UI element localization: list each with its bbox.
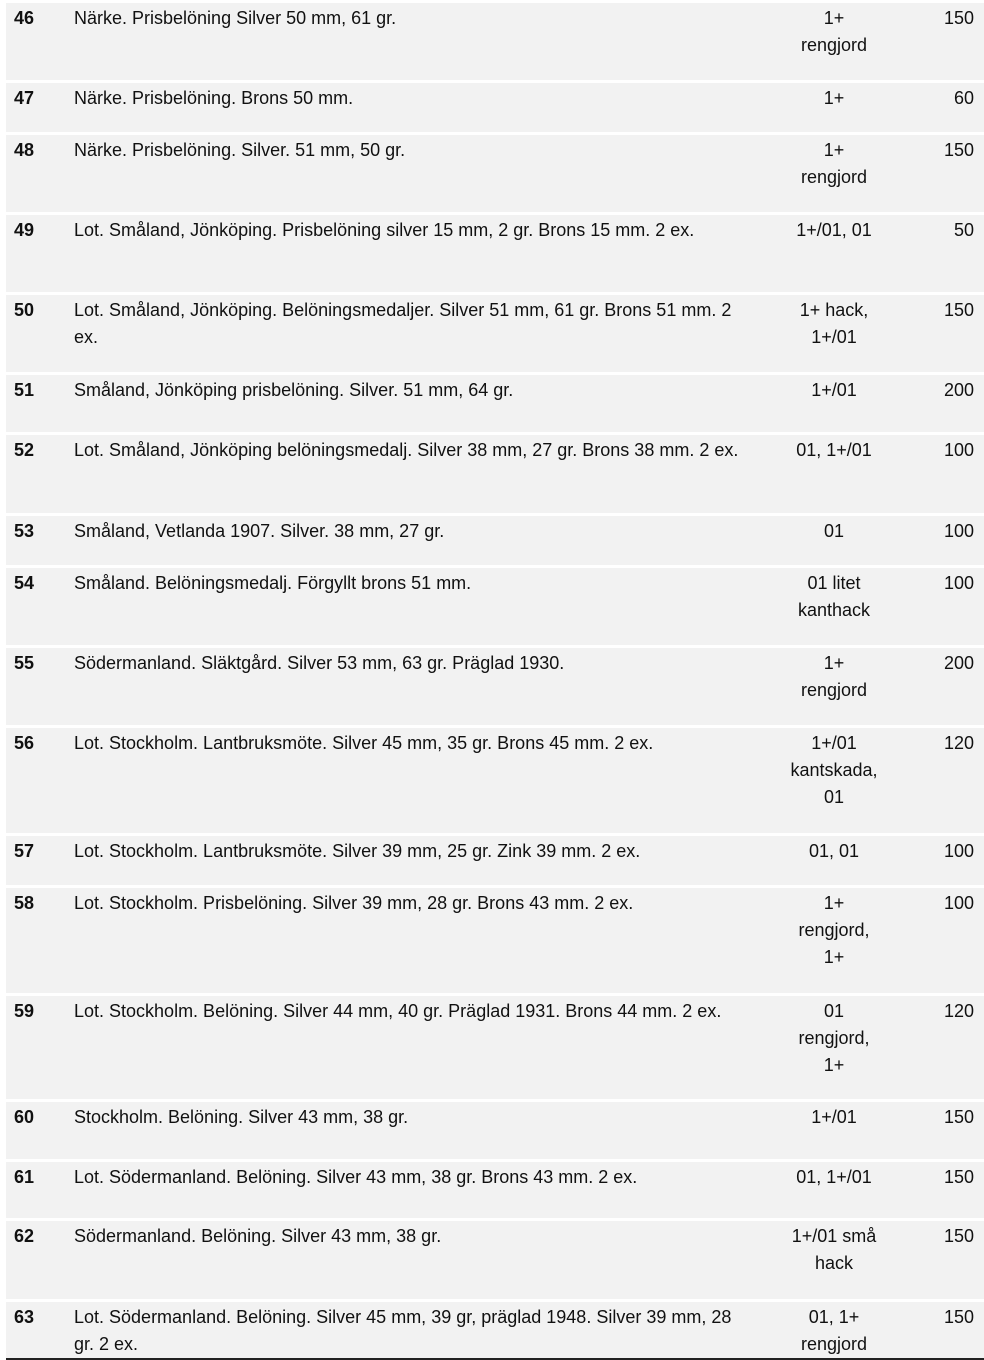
lot-price: 120: [909, 995, 984, 1101]
lot-price: 200: [909, 374, 984, 434]
lot-price: 50: [909, 214, 984, 294]
lot-description: Lot. Stockholm. Lantbruksmöte. Silver 39 mm, 25 gr. Zink 39 mm. 2 ex.: [74, 835, 759, 887]
lot-description: Lot. Stockholm. Prisbelöning. Silver 39 mm, 28 gr. Brons 43 mm. 2 ex.: [74, 887, 759, 995]
lot-condition: 1+ rengjord: [759, 647, 909, 727]
lot-number: 60: [6, 1101, 74, 1161]
lot-condition: 1+/01, 01: [759, 214, 909, 294]
lot-number: 52: [6, 434, 74, 515]
lot-number: 48: [6, 134, 74, 214]
lot-price: 150: [909, 1220, 984, 1301]
lot-number: 63: [6, 1301, 74, 1360]
lot-number: 47: [6, 82, 74, 134]
lot-number: 57: [6, 835, 74, 887]
lot-number: 49: [6, 214, 74, 294]
lot-condition: 1+/01 små hack: [759, 1220, 909, 1301]
lot-price: 150: [909, 1161, 984, 1220]
lot-row: [6, 1301, 984, 1360]
lot-price: 150: [909, 294, 984, 374]
lot-row: [6, 374, 984, 434]
lot-row: [6, 727, 984, 835]
lot-description: Södermanland. Belöning. Silver 43 mm, 38 gr.: [74, 1220, 759, 1301]
lot-price: 100: [909, 515, 984, 567]
lot-table-body: [6, 2, 984, 1360]
lot-number: 55: [6, 647, 74, 727]
lot-condition: 1+ rengjord: [759, 2, 909, 82]
lot-description: Närke. Prisbelöning. Brons 50 mm.: [74, 82, 759, 134]
lot-condition: 01, 1+/01: [759, 1161, 909, 1220]
lot-price: 120: [909, 727, 984, 835]
lot-row: [6, 995, 984, 1101]
lot-description: Småland. Belöningsmedalj. Förgyllt brons 51 mm.: [74, 567, 759, 647]
lot-row: [6, 434, 984, 515]
lot-condition: 1+ rengjord: [759, 134, 909, 214]
lot-price: 150: [909, 2, 984, 82]
lot-row: [6, 835, 984, 887]
lot-row: [6, 1220, 984, 1301]
lot-price: 150: [909, 1101, 984, 1161]
lot-description: Närke. Prisbelöning Silver 50 mm, 61 gr.: [74, 2, 759, 82]
lot-row: [6, 2, 984, 82]
lot-description: Lot. Stockholm. Belöning. Silver 44 mm, 40 gr. Präglad 1931. Brons 44 mm. 2 ex.: [74, 995, 759, 1101]
lot-description: Lot. Södermanland. Belöning. Silver 45 mm, 39 gr, präglad 1948. Silver 39 mm, 28 gr. 2 ex.: [74, 1301, 759, 1360]
lot-price: 150: [909, 134, 984, 214]
lot-condition: 01, 1+/01: [759, 434, 909, 515]
lot-condition: 01 litet kanthack: [759, 567, 909, 647]
lot-row: [6, 82, 984, 134]
lot-description: Småland, Vetlanda 1907. Silver. 38 mm, 27 gr.: [74, 515, 759, 567]
lot-condition: 1+/01 kantskada, 01: [759, 727, 909, 835]
lot-row: [6, 887, 984, 995]
lot-condition: 1+/01: [759, 374, 909, 434]
lot-price: 100: [909, 835, 984, 887]
lot-row: [6, 134, 984, 214]
lot-description: Lot. Småland, Jönköping. Prisbelöning silver 15 mm, 2 gr. Brons 15 mm. 2 ex.: [74, 214, 759, 294]
lot-table: [6, 0, 984, 1360]
lot-price: 60: [909, 82, 984, 134]
lot-description: Stockholm. Belöning. Silver 43 mm, 38 gr.: [74, 1101, 759, 1161]
lot-description: Lot. Småland, Jönköping belöningsmedalj. Silver 38 mm, 27 gr. Brons 38 mm. 2 ex.: [74, 434, 759, 515]
lot-number: 50: [6, 294, 74, 374]
lot-number: 51: [6, 374, 74, 434]
lot-condition: 1+ hack, 1+/01: [759, 294, 909, 374]
lot-price: 100: [909, 434, 984, 515]
lot-condition: 01, 1+ rengjord: [759, 1301, 909, 1360]
lot-price: 100: [909, 567, 984, 647]
lot-row: [6, 294, 984, 374]
lot-description: Södermanland. Släktgård. Silver 53 mm, 63 gr. Präglad 1930.: [74, 647, 759, 727]
lot-row: [6, 214, 984, 294]
lot-row: [6, 647, 984, 727]
lot-description: Lot. Småland, Jönköping. Belöningsmedaljer. Silver 51 mm, 61 gr. Brons 51 mm. 2 ex.: [74, 294, 759, 374]
lot-price: 100: [909, 887, 984, 995]
lot-number: 58: [6, 887, 74, 995]
lot-description: Lot. Stockholm. Lantbruksmöte. Silver 45 mm, 35 gr. Brons 45 mm. 2 ex.: [74, 727, 759, 835]
lot-number: 62: [6, 1220, 74, 1301]
lot-number: 56: [6, 727, 74, 835]
lot-description: Närke. Prisbelöning. Silver. 51 mm, 50 gr.: [74, 134, 759, 214]
lot-condition: 01: [759, 515, 909, 567]
lot-number: 46: [6, 2, 74, 82]
lot-condition: 1+: [759, 82, 909, 134]
lot-row: [6, 515, 984, 567]
lot-description: Lot. Södermanland. Belöning. Silver 43 mm, 38 gr. Brons 43 mm. 2 ex.: [74, 1161, 759, 1220]
lot-number: 59: [6, 995, 74, 1101]
lot-row: [6, 567, 984, 647]
lot-number: 61: [6, 1161, 74, 1220]
lot-condition: 01 rengjord, 1+: [759, 995, 909, 1101]
lot-price: 150: [909, 1301, 984, 1360]
lot-number: 53: [6, 515, 74, 567]
lot-description: Småland, Jönköping prisbelöning. Silver. 51 mm, 64 gr.: [74, 374, 759, 434]
lot-price: 200: [909, 647, 984, 727]
lot-row: [6, 1101, 984, 1161]
lot-number: 54: [6, 567, 74, 647]
lot-condition: 1+ rengjord, 1+: [759, 887, 909, 995]
lot-condition: 01, 01: [759, 835, 909, 887]
lot-row: [6, 1161, 984, 1220]
lot-condition: 1+/01: [759, 1101, 909, 1161]
